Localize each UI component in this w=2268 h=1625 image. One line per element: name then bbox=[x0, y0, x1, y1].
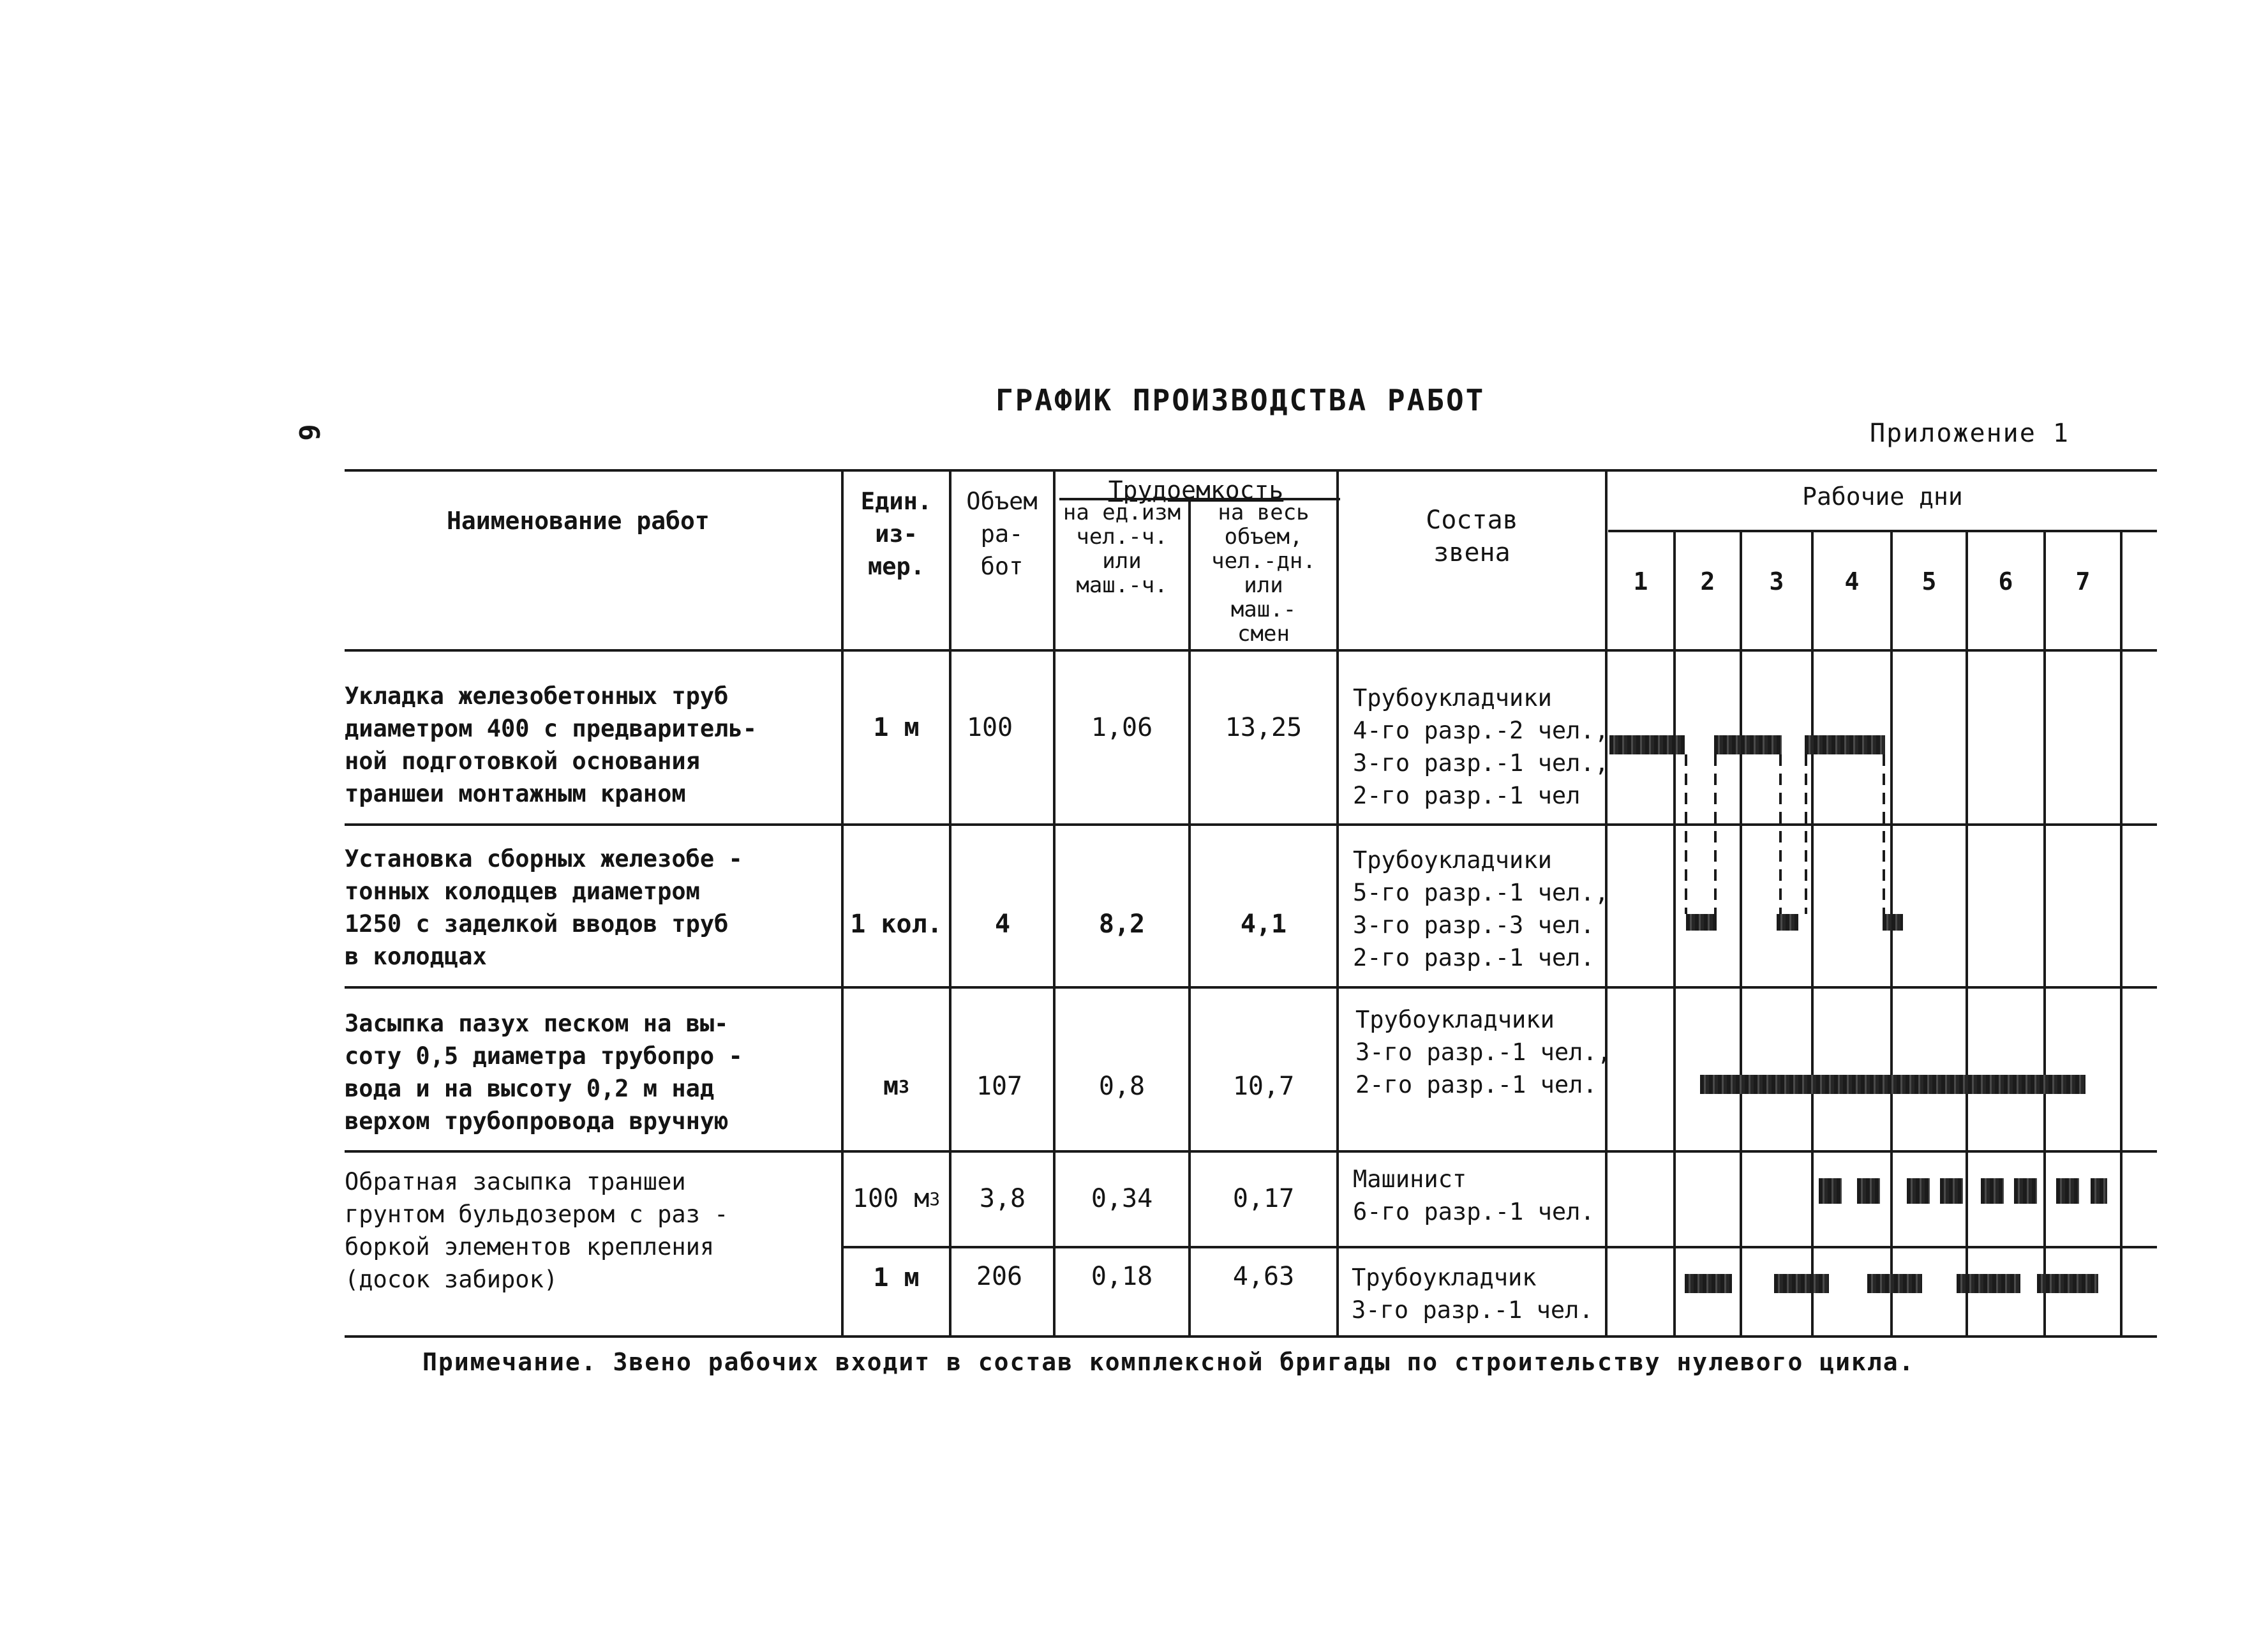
header-unit-line: Един. bbox=[860, 488, 932, 515]
day-label-5: 5 bbox=[1921, 567, 1937, 595]
gantt-bar-row4-e bbox=[1981, 1178, 2004, 1204]
row-5-per-unit: 0,18 bbox=[1091, 1262, 1153, 1291]
row-4-unit-text: 100 м bbox=[852, 1184, 930, 1213]
day-divider-6 bbox=[2043, 531, 2046, 1337]
row-2-rule bbox=[345, 986, 2157, 989]
gantt-bar-row4-a bbox=[1819, 1178, 1842, 1204]
day-label-4: 4 bbox=[1844, 567, 1860, 595]
gantt-bar-row5-b bbox=[1774, 1274, 1829, 1293]
row-1-unit: 1 м bbox=[873, 713, 920, 742]
row-3-volume: 107 bbox=[976, 1072, 1023, 1101]
row-3-name bbox=[345, 1007, 743, 1137]
row-3-total: 10,7 bbox=[1232, 1072, 1295, 1101]
gantt-bar-row1-a bbox=[1609, 735, 1685, 754]
header-per-unit-line: маш.-ч. bbox=[1076, 573, 1168, 598]
footnote: Примечание. Звено рабочих входит в состав комплексной бригады по строительству нулевого цикла. bbox=[422, 1348, 1915, 1376]
table-bottom-rule bbox=[345, 1335, 2157, 1338]
row-4-subrule bbox=[842, 1246, 2157, 1248]
row-crew-line: 6-го разр.-1 чел. bbox=[1353, 1198, 1595, 1225]
page-number: 6 bbox=[292, 424, 325, 441]
day-label-7: 7 bbox=[2075, 567, 2091, 595]
header-volume-line: Объем bbox=[966, 488, 1038, 515]
gantt-bar-row4-b bbox=[1857, 1178, 1880, 1204]
row-name-line: Обратная засыпка траншеи bbox=[345, 1168, 686, 1195]
row-crew-line: Трубоукладчик bbox=[1352, 1264, 1537, 1291]
row-crew-line: 3-го разр.-1 чел., bbox=[1355, 1038, 1611, 1066]
gantt-bar-row1-c bbox=[1805, 735, 1885, 754]
header-total-line: смен bbox=[1237, 621, 1290, 647]
row-4-total: 0,17 bbox=[1232, 1184, 1295, 1213]
row-name-line: (досок забирок) bbox=[345, 1266, 558, 1293]
gantt-bar-row2-b bbox=[1777, 914, 1798, 931]
row-2-total: 4,1 bbox=[1240, 910, 1287, 939]
header-workdays: Рабочие дни bbox=[1802, 483, 1963, 511]
header-total-line: объем, bbox=[1224, 524, 1303, 550]
row-name-line: в колодцах bbox=[345, 943, 487, 970]
row-crew-line: Машинист bbox=[1353, 1165, 1467, 1193]
header-volume-line: бот bbox=[980, 553, 1024, 580]
row-crew-line: 2-го разр.-1 чел. bbox=[1355, 1071, 1597, 1098]
row-1-crew bbox=[1353, 682, 1609, 812]
row-name-line: верхом трубопровода вручную bbox=[345, 1107, 729, 1135]
row-3-unit bbox=[844, 1067, 949, 1105]
col-divider-crew bbox=[1336, 470, 1339, 1337]
row-crew-line: Трубоукладчики bbox=[1353, 846, 1552, 874]
row-5-crew bbox=[1352, 1261, 1593, 1326]
gantt-connector-4 bbox=[1805, 754, 1807, 914]
day-divider-5 bbox=[1966, 531, 1968, 1337]
row-2-crew bbox=[1353, 844, 1609, 974]
table-top-rule bbox=[345, 469, 2157, 472]
row-crew-line: 3-го разр.-3 чел. bbox=[1353, 911, 1595, 939]
row-crew-line: 4-го разр.-2 чел., bbox=[1353, 717, 1609, 744]
row-name-line: 1250 с заделкой вводов труб bbox=[345, 910, 729, 938]
gantt-bar-row4-f bbox=[2014, 1178, 2037, 1204]
row-3-per-unit: 0,8 bbox=[1098, 1072, 1145, 1101]
header-crew-line: Состав bbox=[1426, 505, 1518, 535]
day-divider-4 bbox=[1890, 531, 1893, 1337]
subheader-rule-days bbox=[1608, 530, 2157, 532]
appendix-label: Приложение 1 bbox=[1870, 419, 2070, 448]
row-name-line: Установка сборных железобе - bbox=[345, 845, 743, 872]
gantt-connector-1 bbox=[1685, 754, 1687, 914]
header-unit-line: мер. bbox=[867, 553, 925, 580]
day-divider-1 bbox=[1673, 531, 1676, 1337]
header-labor: Трудоемкость bbox=[1108, 476, 1284, 504]
row-4-volume: 3,8 bbox=[979, 1184, 1026, 1213]
row-5-unit: 1 м bbox=[873, 1263, 920, 1292]
header-unit-line: из- bbox=[875, 520, 918, 548]
gantt-bar-row3 bbox=[1700, 1075, 2085, 1094]
row-name-line: диаметром 400 с предваритель- bbox=[345, 715, 757, 742]
gantt-bar-row5-a bbox=[1685, 1274, 1732, 1293]
row-name-line: грунтом бульдозером с раз - bbox=[345, 1201, 729, 1228]
header-per-unit bbox=[1056, 500, 1188, 597]
row-4-unit bbox=[844, 1179, 949, 1218]
header-volume bbox=[951, 485, 1053, 583]
header-bottom-rule bbox=[345, 649, 2157, 652]
header-per-unit-line: на ед.изм bbox=[1063, 500, 1181, 525]
row-1-volume: 100 bbox=[966, 713, 1013, 742]
header-per-unit-line: чел.-ч. bbox=[1076, 524, 1168, 550]
row-name-line: соту 0,5 диаметра трубопро - bbox=[345, 1042, 743, 1070]
day-divider-7 bbox=[2120, 531, 2123, 1337]
header-total-line: чел.-дн. bbox=[1211, 548, 1316, 574]
row-name-line: траншеи монтажным краном bbox=[345, 780, 686, 807]
row-2-per-unit: 8,2 bbox=[1098, 910, 1145, 939]
header-crew-line: звена bbox=[1433, 538, 1511, 567]
row-name-line: боркой элементов крепления bbox=[345, 1233, 715, 1261]
row-crew-line: Трубоукладчики bbox=[1355, 1006, 1555, 1033]
gantt-connector-5 bbox=[1883, 754, 1885, 914]
day-label-3: 3 bbox=[1769, 567, 1784, 595]
header-crew bbox=[1339, 504, 1605, 569]
row-1-per-unit: 1,06 bbox=[1091, 713, 1153, 742]
header-total bbox=[1191, 500, 1336, 646]
row-1-total: 13,25 bbox=[1225, 713, 1302, 742]
day-label-2: 2 bbox=[1700, 567, 1715, 595]
day-label-1: 1 bbox=[1633, 567, 1648, 595]
header-per-unit-line: или bbox=[1102, 548, 1142, 574]
gantt-bar-row4-h bbox=[2091, 1178, 2107, 1204]
gantt-bar-row4-d bbox=[1940, 1178, 1963, 1204]
row-5-volume: 206 bbox=[976, 1262, 1023, 1291]
row-1-name bbox=[345, 680, 757, 810]
gantt-connector-2 bbox=[1714, 754, 1717, 914]
row-3-unit-sup: 3 bbox=[899, 1075, 909, 1097]
row-crew-line: Трубоукладчики bbox=[1353, 684, 1552, 712]
day-divider-3 bbox=[1811, 531, 1814, 1337]
row-name-line: Засыпка пазух песком на вы- bbox=[345, 1010, 729, 1037]
gantt-bar-row2-a bbox=[1686, 914, 1717, 931]
row-4-per-unit: 0,34 bbox=[1091, 1184, 1153, 1213]
row-4-unit-sup: 3 bbox=[929, 1188, 941, 1209]
header-total-line: маш.- bbox=[1230, 597, 1297, 622]
row-1-rule bbox=[345, 823, 2157, 826]
header-unit bbox=[844, 485, 949, 583]
row-name-line: тонных колодцев диаметром bbox=[345, 878, 700, 905]
row-4-crew bbox=[1353, 1163, 1595, 1228]
row-crew-line: 2-го разр.-1 чел. bbox=[1353, 944, 1595, 971]
row-3-rule bbox=[345, 1150, 2157, 1153]
row-3-unit-text: м bbox=[883, 1072, 899, 1101]
row-crew-line: 2-го разр.-1 чел bbox=[1353, 782, 1581, 809]
row-3-crew bbox=[1355, 1003, 1611, 1101]
gantt-bar-row4-c bbox=[1907, 1178, 1930, 1204]
row-2-unit: 1 кол. bbox=[850, 910, 943, 939]
header-volume-line: ра- bbox=[980, 520, 1024, 548]
gantt-bar-row5-c bbox=[1867, 1274, 1922, 1293]
row-5-total: 4,63 bbox=[1232, 1262, 1295, 1291]
day-divider-2 bbox=[1740, 531, 1742, 1337]
header-total-line: или bbox=[1244, 573, 1283, 598]
day-label-6: 6 bbox=[1998, 567, 2013, 595]
row-2-name bbox=[345, 842, 743, 973]
gantt-bar-row4-g bbox=[2056, 1178, 2079, 1204]
row-name-line: вода и на высоту 0,2 м над bbox=[345, 1075, 715, 1102]
row-crew-line: 3-го разр.-1 чел., bbox=[1353, 749, 1609, 777]
gantt-bar-row5-d bbox=[1957, 1274, 2020, 1293]
gantt-bar-row2-c bbox=[1883, 914, 1903, 931]
page-title: ГРАФИК ПРОИЗВОДСТВА РАБОТ bbox=[996, 383, 1486, 417]
header-name: Наименование работ bbox=[447, 507, 710, 535]
gantt-bar-row5-e bbox=[2037, 1274, 2098, 1293]
header-total-line: на весь bbox=[1218, 500, 1309, 525]
gantt-connector-3 bbox=[1779, 754, 1782, 914]
row-name-line: Укладка железобетонных труб bbox=[345, 682, 729, 710]
row-crew-line: 3-го разр.-1 чел. bbox=[1352, 1296, 1593, 1324]
row-crew-line: 5-го разр.-1 чел., bbox=[1353, 879, 1609, 906]
row-name-line: ной подготовкой основания bbox=[345, 747, 700, 775]
row-2-volume: 4 bbox=[994, 910, 1011, 939]
row-4-name bbox=[345, 1165, 728, 1296]
gantt-bar-row1-b bbox=[1714, 735, 1782, 754]
